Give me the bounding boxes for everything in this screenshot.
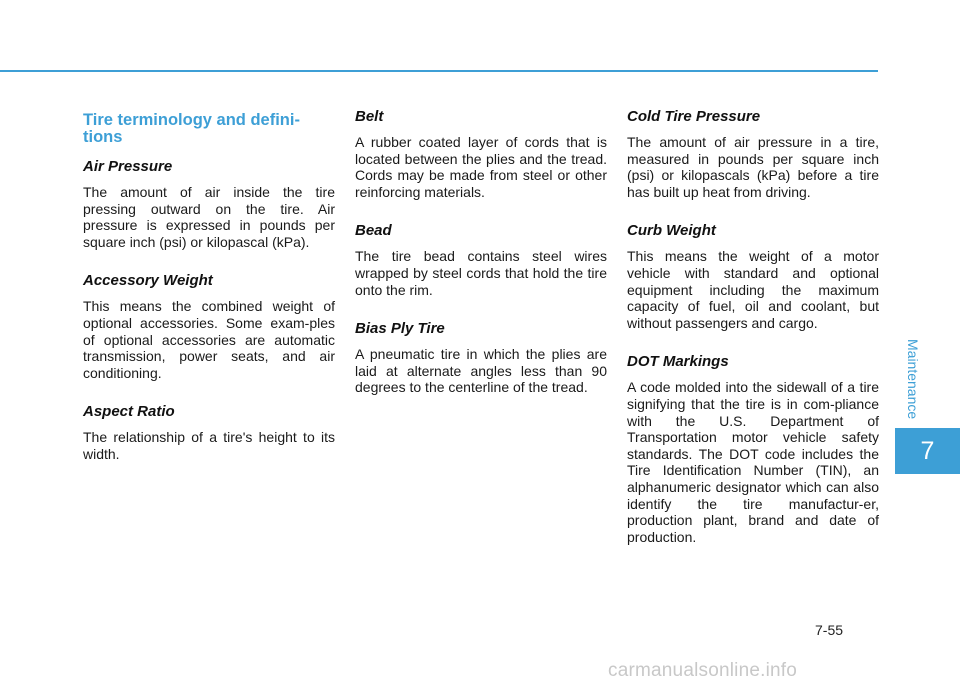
term-definition: The amount of air pressure in a tire, measured in pounds per square inch (psi) or kilopascals (kPa) before a tire has built up heat from driving. [627, 134, 879, 200]
term-heading: DOT Markings [627, 353, 729, 371]
term-entry [627, 222, 879, 331]
term-definition: The tire bead contains steel wires wrapped by steel cords that hold the tire onto the rim. [355, 248, 607, 298]
watermark: carmanualsonline.info [608, 660, 798, 681]
term-heading: Cold Tire Pressure [627, 108, 761, 125]
term-definition: This means the combined weight of optional accessories. Some exam-ples of optional accessories are automatic transmission, power seats, and air conditioning. [83, 298, 335, 381]
term-definition: The relationship of a tire's height to its width. [83, 429, 335, 462]
column-2 [355, 108, 607, 418]
chapter-number-tab [895, 428, 960, 474]
term-definition: A code molded into the sidewall of a tire signifying that the tire is in com-pliance with the U.S. Department of Transportation motor vehicle safety standards. The DOT code includes the Tire Identification Number (TIN), an alphanumeric designator which can also identify the tire manufactur-er, production plant, brand and date of production. [627, 379, 879, 545]
term-entry [83, 158, 335, 250]
column-1 [83, 112, 335, 485]
term-heading: Aspect Ratio [83, 403, 175, 421]
term-heading: Bias Ply Tire [355, 320, 445, 338]
term-entry [627, 108, 879, 200]
term-entry [355, 222, 607, 298]
term-entry [83, 272, 335, 381]
term-definition: A pneumatic tire in which the plies are laid at alternate angles less than 90 degrees to the centerline of the tread. [355, 346, 607, 396]
term-definition: A rubber coated layer of cords that is located between the plies and the tread. Cords may be made from steel or other reinforcing materials. [355, 134, 607, 200]
chapter-number: 7 [920, 437, 935, 465]
page-number: 7-55 [815, 622, 844, 638]
term-entry [355, 108, 607, 200]
term-heading: Curb Weight [627, 222, 716, 240]
column-3 [627, 108, 879, 567]
term-entry [627, 353, 879, 545]
header-rule [0, 70, 878, 72]
term-entry [83, 403, 335, 462]
term-heading: Accessory Weight [83, 272, 213, 290]
term-heading: Bead [355, 222, 392, 240]
term-heading: Belt [355, 108, 384, 125]
chapter-side-label: Maintenance [905, 339, 921, 420]
term-entry [355, 320, 607, 396]
term-definition: This means the weight of a motor vehicle with standard and optional equipment including the maximum capacity of fuel, oil and coolant, but without passengers and cargo. [627, 248, 879, 331]
term-heading: Air Pressure [83, 158, 173, 175]
term-definition: The amount of air inside the tire pressing outward on the tire. Air pressure is expressed in pounds per square inch (psi) or kilopascal (kPa). [83, 184, 335, 250]
section-title: Tire terminology and defini- tions [83, 111, 300, 146]
